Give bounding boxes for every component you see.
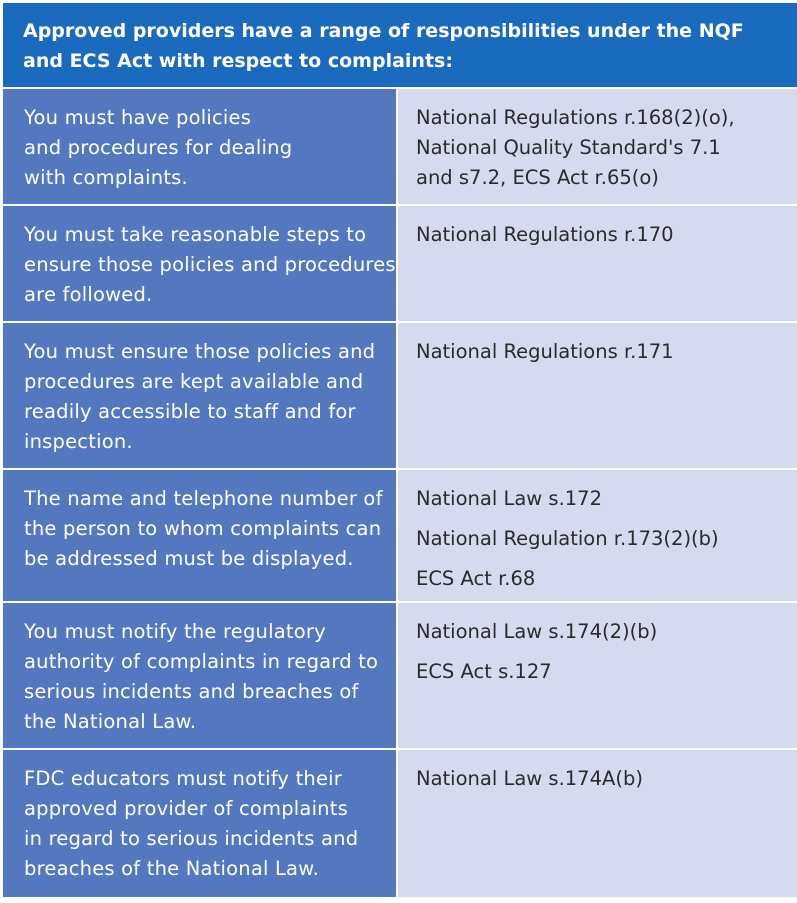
requirement-line: with complaints.: [24, 166, 188, 189]
requirement-line: ensure those policies and procedures: [24, 253, 396, 276]
requirement-line: the person to whom complaints can: [24, 517, 382, 540]
reference-line: National Regulation r.173(2)(b): [416, 527, 719, 550]
requirement-line: breaches of the National Law.: [24, 857, 319, 880]
requirement-line: serious incidents and breaches of: [24, 680, 359, 703]
requirement-line: be addressed must be displayed.: [24, 547, 354, 570]
requirement-line: inspection.: [24, 430, 133, 453]
requirement-line: procedures are kept available and: [24, 370, 364, 393]
requirement-line: FDC educators must notify their: [24, 767, 343, 790]
requirement-line: the National Law.: [24, 710, 197, 733]
requirement-cell: [3, 470, 398, 603]
reference-line: ECS Act r.68: [416, 567, 536, 590]
reference-line: National Regulations r.171: [416, 340, 674, 363]
requirement-line: You must notify the regulatory: [24, 620, 326, 643]
requirement-cell: [3, 89, 398, 206]
requirement-cell: [3, 323, 398, 470]
reference-line: National Regulations r.170: [416, 223, 674, 246]
requirement-line: You must take reasonable steps to: [24, 223, 367, 246]
table-header: [3, 3, 797, 89]
requirement-line: authority of complaints in regard to: [24, 650, 379, 673]
requirement-line: and procedures for dealing: [24, 136, 293, 159]
requirement-line: You must ensure those policies and: [24, 340, 376, 363]
requirement-cell: [3, 750, 398, 897]
reference-cell: [398, 603, 797, 750]
requirement-line: in regard to serious incidents and: [24, 827, 359, 850]
reference-cell: [398, 206, 797, 323]
requirement-cell: [3, 603, 398, 750]
header-line-1: Approved providers have a range of responsibilities under the NQF: [23, 20, 744, 42]
requirement-line: approved provider of complaints: [24, 797, 348, 820]
requirement-line: are followed.: [24, 283, 153, 306]
reference-cell: [398, 750, 797, 897]
reference-cell: [398, 89, 797, 206]
reference-line: National Law s.172: [416, 487, 602, 510]
reference-cell: [398, 323, 797, 470]
reference-line: National Quality Standard's 7.1: [416, 136, 721, 159]
reference-line: National Law s.174A(b): [416, 767, 643, 790]
requirement-line: You must have policies: [24, 106, 252, 129]
reference-line: National Regulations r.168(2)(o),: [416, 106, 735, 129]
header-line-2: and ECS Act with respect to complaints:: [23, 50, 453, 72]
reference-line: ECS Act s.127: [416, 660, 552, 683]
reference-cell: [398, 470, 797, 603]
requirement-line: readily accessible to staff and for: [24, 400, 356, 423]
reference-line: National Law s.174(2)(b): [416, 620, 658, 643]
responsibilities-table: [3, 3, 797, 900]
requirement-cell: [3, 206, 398, 323]
reference-line: and s7.2, ECS Act r.65(o): [416, 166, 659, 189]
requirement-line: The name and telephone number of: [24, 487, 383, 510]
